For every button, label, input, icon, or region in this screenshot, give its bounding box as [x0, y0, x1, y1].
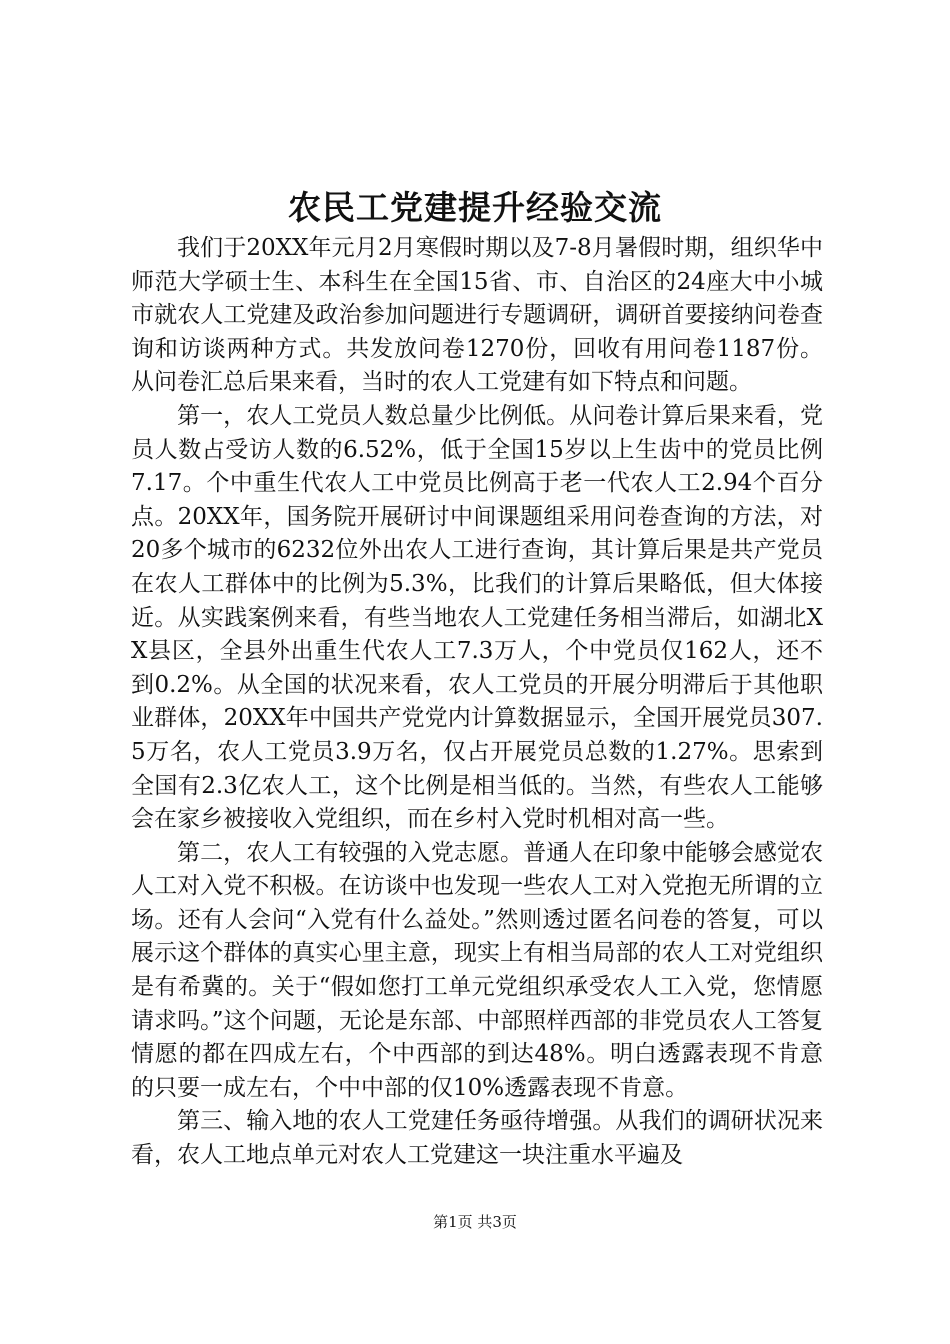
- document-title: 农民工党建提升经验交流: [288, 188, 662, 227]
- page-number-footer: 第1页 共3页: [433, 1213, 517, 1231]
- paragraph-intro: 我们于20XX年元月2月寒假时期以及7-8月暑假时期，组织华中师范大学硕士生、本科生在全国15省、市、自治区的24座大中小城市就农人工党建及政治参加问题进行专题调研，调研首要接纳问卷查询和访谈两种方式。共发放问卷1270份，回收有用问卷1187份。从问卷汇总后果来看，当时的农人工党建有如下特点和问题。: [131, 235, 823, 396]
- paragraph-point-one: 第一，农人工党员人数总量少比例低。从问卷计算后果来看，党员人数占受访人数的6.52%，低于全国15岁以上生齿中的党员比例7.17。个中重生代农人工中党员比例高于老一代农人工2.94个百分点。20XX年，国务院开展研讨中间课题组采用问卷查询的方法，对20多个城市的6232位外出农人工进行查询，其计算后果是共产党员在农人工群体中的比例为5.3%，比我们的计算后果略低，但大体接近。从实践案例来看，有些当地农人工党建任务相当滞后，如湖北XX县区，全县外出重生代农人工7.3万人，个中党员仅162人，还不到0.2%。从全国的状况来看，农人工党员的开展分明滞后于其他职业群体，20XX年中国共产党党内计算数据显示，全国开展党员307.5万名，农人工党员3.9万名，仅占开展党员总数的1.27%。思索到全国有2.3亿农人工，这个比例是相当低的。当然，有些农人工能够会在家乡被接收入党组织，而在乡村入党时机相对高一些。: [131, 402, 823, 833]
- paragraph-point-three: 第三、输入地的农人工党建任务亟待增强。从我们的调研状况来看，农人工地点单元对农人工党建这一块注重水平遍及: [131, 1108, 823, 1169]
- document-body: [131, 232, 823, 1173]
- paragraph-point-two: 第二，农人工有较强的入党志愿。普通人在印象中能够会感觉农人工对入党不积极。在访谈中也发现一些农人工对入党抱无所谓的立场。还有人会问“入党有什么益处。”然则透过匿名问卷的答复，可以展示这个群体的真实心里主意，现实上有相当局部的农人工对党组织是有希冀的。关于“假如您打工单元党组织承受农人工入党，您情愿请求吗。”这个问题，无论是东部、中部照样西部的非党员农人工答复情愿的都在四成左右，个中西部的到达48%。明白透露表现不肯意的只要一成左右，个中中部的仅10%透露表现不肯意。: [131, 839, 823, 1101]
